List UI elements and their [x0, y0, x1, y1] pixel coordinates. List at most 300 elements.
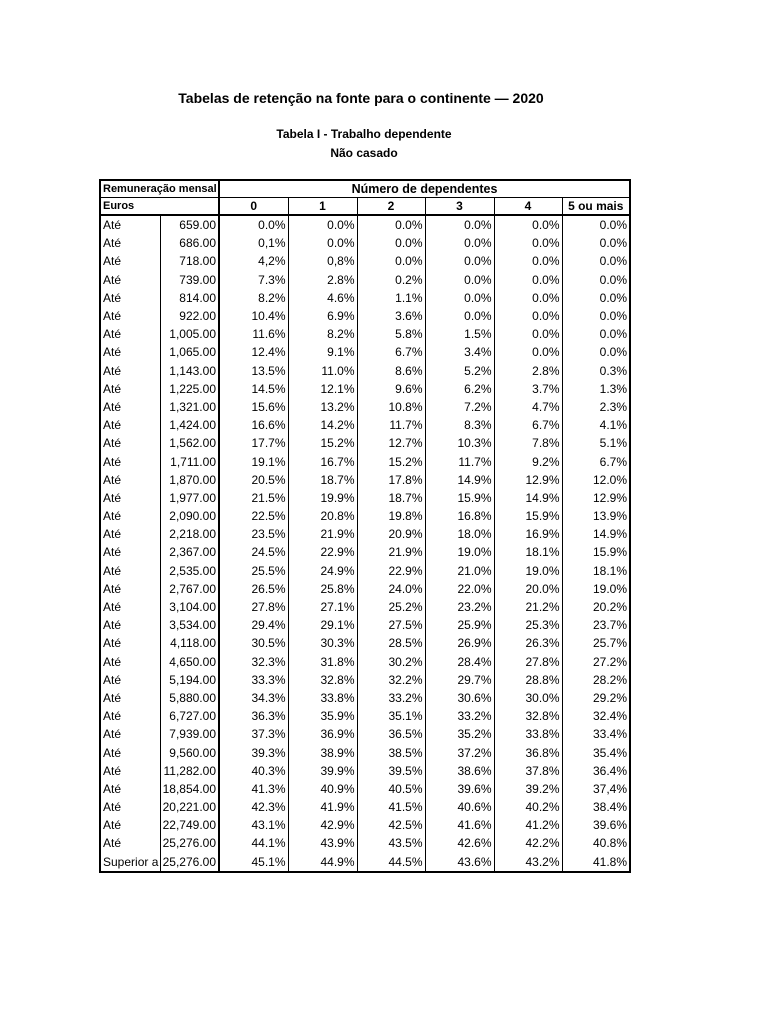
row-label: Até	[100, 416, 160, 434]
rate-cell: 32.2%	[357, 671, 425, 689]
rate-cell: 22.9%	[357, 562, 425, 580]
rate-cell: 35.9%	[288, 707, 357, 725]
table-row	[100, 780, 630, 798]
rate-cell: 23.7%	[562, 616, 630, 634]
rate-cell: 3.7%	[494, 380, 562, 398]
rate-cell: 34.3%	[219, 689, 288, 707]
rate-cell: 43.6%	[425, 853, 494, 872]
table-row	[100, 325, 630, 343]
table-row	[100, 671, 630, 689]
row-amount: 814.00	[160, 289, 219, 307]
rate-cell: 12.9%	[562, 489, 630, 507]
rate-cell: 40.6%	[425, 798, 494, 816]
table-subtitle: Não casado	[330, 146, 398, 160]
rate-cell: 21.9%	[288, 525, 357, 543]
rate-cell: 7.2%	[425, 398, 494, 416]
rate-cell: 0.0%	[425, 234, 494, 252]
rate-cell: 0.0%	[562, 307, 630, 325]
table-row	[100, 834, 630, 852]
table-row	[100, 762, 630, 780]
row-amount: 1,143.00	[160, 362, 219, 380]
rate-cell: 24.5%	[219, 543, 288, 561]
rate-cell: 39.6%	[425, 780, 494, 798]
rate-cell: 15.2%	[288, 434, 357, 452]
row-label: Até	[100, 380, 160, 398]
rate-cell: 32.8%	[494, 707, 562, 725]
table-header	[100, 180, 630, 215]
rate-cell: 9.2%	[494, 452, 562, 470]
rate-cell: 4,2%	[219, 252, 288, 270]
row-label: Até	[100, 743, 160, 761]
rate-cell: 25.2%	[357, 598, 425, 616]
rate-cell: 44.1%	[219, 834, 288, 852]
rate-cell: 6.7%	[494, 416, 562, 434]
row-amount: 1,424.00	[160, 416, 219, 434]
row-amount: 4,650.00	[160, 653, 219, 671]
rate-cell: 38.5%	[357, 743, 425, 761]
rate-cell: 20.2%	[562, 598, 630, 616]
table-row	[100, 616, 630, 634]
rate-cell: 8.2%	[288, 325, 357, 343]
rate-cell: 25.9%	[425, 616, 494, 634]
rate-cell: 25.3%	[494, 616, 562, 634]
rate-cell: 0.0%	[494, 234, 562, 252]
rate-cell: 30.0%	[494, 689, 562, 707]
rate-cell: 6.2%	[425, 380, 494, 398]
row-amount: 9,560.00	[160, 743, 219, 761]
row-label: Até	[100, 398, 160, 416]
rate-cell: 0.0%	[494, 307, 562, 325]
rate-cell: 9.1%	[288, 343, 357, 361]
rate-cell: 1.5%	[425, 325, 494, 343]
rate-cell: 7.3%	[219, 271, 288, 289]
table-row	[100, 289, 630, 307]
row-amount: 2,218.00	[160, 525, 219, 543]
rate-cell: 0.0%	[562, 289, 630, 307]
row-amount: 3,534.00	[160, 616, 219, 634]
rate-cell: 39.9%	[288, 762, 357, 780]
rate-cell: 39.6%	[562, 816, 630, 834]
rate-cell: 0.0%	[219, 215, 288, 234]
header-col-0: 0	[219, 198, 288, 216]
rate-cell: 22.9%	[288, 543, 357, 561]
rate-cell: 4.7%	[494, 398, 562, 416]
row-label: Até	[100, 362, 160, 380]
header-col-3: 3	[425, 198, 494, 216]
table-row	[100, 743, 630, 761]
rate-cell: 0.0%	[425, 215, 494, 234]
table-row	[100, 471, 630, 489]
rate-cell: 14.9%	[562, 525, 630, 543]
row-amount: 2,090.00	[160, 507, 219, 525]
rate-cell: 2.8%	[288, 271, 357, 289]
rate-cell: 0.0%	[425, 307, 494, 325]
table-row	[100, 434, 630, 452]
rate-cell: 0.0%	[562, 271, 630, 289]
table-row	[100, 507, 630, 525]
table-row	[100, 707, 630, 725]
row-amount: 5,194.00	[160, 671, 219, 689]
rate-cell: 4.1%	[562, 416, 630, 434]
rate-cell: 25.8%	[288, 580, 357, 598]
rate-cell: 16.6%	[219, 416, 288, 434]
row-label: Até	[100, 689, 160, 707]
rate-cell: 32.4%	[562, 707, 630, 725]
rate-cell: 38.6%	[425, 762, 494, 780]
rate-cell: 42.5%	[357, 816, 425, 834]
header-col-2: 2	[357, 198, 425, 216]
rate-cell: 22.0%	[425, 580, 494, 598]
row-amount: 1,870.00	[160, 471, 219, 489]
rate-cell: 42.3%	[219, 798, 288, 816]
rate-cell: 19.0%	[562, 580, 630, 598]
rate-cell: 30.5%	[219, 634, 288, 652]
rate-cell: 22.5%	[219, 507, 288, 525]
rate-cell: 33.3%	[219, 671, 288, 689]
rate-cell: 0.0%	[357, 234, 425, 252]
rate-cell: 25.7%	[562, 634, 630, 652]
rate-cell: 0.3%	[562, 362, 630, 380]
rate-cell: 21.9%	[357, 543, 425, 561]
row-amount: 1,711.00	[160, 452, 219, 470]
rate-cell: 36.5%	[357, 725, 425, 743]
rate-cell: 17.8%	[357, 471, 425, 489]
row-label: Até	[100, 725, 160, 743]
rate-cell: 0.0%	[562, 252, 630, 270]
rate-cell: 41.9%	[288, 798, 357, 816]
rate-cell: 3.6%	[357, 307, 425, 325]
rate-cell: 43.5%	[357, 834, 425, 852]
rate-cell: 43.1%	[219, 816, 288, 834]
rate-cell: 8.3%	[425, 416, 494, 434]
row-amount: 1,225.00	[160, 380, 219, 398]
rate-cell: 9.6%	[357, 380, 425, 398]
rate-cell: 17.7%	[219, 434, 288, 452]
rate-cell: 29.1%	[288, 616, 357, 634]
rate-cell: 35.1%	[357, 707, 425, 725]
row-label: Até	[100, 616, 160, 634]
rate-cell: 0.0%	[494, 252, 562, 270]
row-label: Até	[100, 507, 160, 525]
row-label: Até	[100, 289, 160, 307]
rate-cell: 39.5%	[357, 762, 425, 780]
rate-cell: 18.7%	[357, 489, 425, 507]
rate-cell: 28.8%	[494, 671, 562, 689]
table-row	[100, 398, 630, 416]
rate-cell: 0.0%	[562, 234, 630, 252]
row-label: Até	[100, 580, 160, 598]
rate-cell: 1.1%	[357, 289, 425, 307]
rate-cell: 38.9%	[288, 743, 357, 761]
row-amount: 3,104.00	[160, 598, 219, 616]
rate-cell: 0.0%	[288, 215, 357, 234]
rate-cell: 0,1%	[219, 234, 288, 252]
rate-cell: 0.0%	[288, 234, 357, 252]
row-amount: 739.00	[160, 271, 219, 289]
rate-cell: 42.6%	[425, 834, 494, 852]
rate-cell: 27.2%	[562, 653, 630, 671]
row-amount: 6,727.00	[160, 707, 219, 725]
row-amount: 4,118.00	[160, 634, 219, 652]
rate-cell: 27.8%	[219, 598, 288, 616]
row-amount: 2,367.00	[160, 543, 219, 561]
rate-cell: 14.2%	[288, 416, 357, 434]
rate-cell: 16.7%	[288, 452, 357, 470]
table-row	[100, 798, 630, 816]
rate-cell: 5.8%	[357, 325, 425, 343]
rate-cell: 12.9%	[494, 471, 562, 489]
rate-cell: 11.6%	[219, 325, 288, 343]
row-label: Superior a	[100, 853, 160, 872]
rate-cell: 0.0%	[562, 325, 630, 343]
row-label: Até	[100, 452, 160, 470]
rate-cell: 5.1%	[562, 434, 630, 452]
rate-cell: 31.8%	[288, 653, 357, 671]
rate-cell: 0.0%	[494, 343, 562, 361]
rate-cell: 40.5%	[357, 780, 425, 798]
rate-cell: 19.1%	[219, 452, 288, 470]
table-row	[100, 725, 630, 743]
rate-cell: 7.8%	[494, 434, 562, 452]
table-title: Tabela I - Trabalho dependente	[276, 127, 452, 141]
rate-cell: 37.8%	[494, 762, 562, 780]
rate-cell: 15.9%	[494, 507, 562, 525]
rate-cell: 15.9%	[562, 543, 630, 561]
table-row	[100, 634, 630, 652]
rate-cell: 8.2%	[219, 289, 288, 307]
table-row	[100, 653, 630, 671]
rate-cell: 19.9%	[288, 489, 357, 507]
row-label: Até	[100, 762, 160, 780]
rate-cell: 18.0%	[425, 525, 494, 543]
table-row	[100, 362, 630, 380]
header-dependentes: Número de dependentes	[219, 180, 630, 198]
rate-cell: 0.0%	[425, 252, 494, 270]
table-row	[100, 562, 630, 580]
rate-cell: 44.9%	[288, 853, 357, 872]
rate-cell: 27.5%	[357, 616, 425, 634]
row-label: Até	[100, 307, 160, 325]
header-euros: Euros	[100, 198, 219, 216]
rate-cell: 37.3%	[219, 725, 288, 743]
rate-cell: 41.5%	[357, 798, 425, 816]
rate-cell: 33.8%	[288, 689, 357, 707]
rate-cell: 6.7%	[357, 343, 425, 361]
rate-cell: 0.0%	[562, 215, 630, 234]
rate-cell: 0.0%	[494, 289, 562, 307]
rate-cell: 26.5%	[219, 580, 288, 598]
rate-cell: 0.0%	[494, 215, 562, 234]
row-label: Até	[100, 543, 160, 561]
rate-cell: 16.9%	[494, 525, 562, 543]
row-amount: 11,282.00	[160, 762, 219, 780]
rate-cell: 12.7%	[357, 434, 425, 452]
rate-cell: 28.5%	[357, 634, 425, 652]
row-label: Até	[100, 215, 160, 234]
rate-cell: 19.8%	[357, 507, 425, 525]
rate-cell: 18.7%	[288, 471, 357, 489]
table-row	[100, 234, 630, 252]
rate-cell: 33.2%	[425, 707, 494, 725]
row-amount: 5,880.00	[160, 689, 219, 707]
rate-cell: 26.3%	[494, 634, 562, 652]
rate-cell: 40.3%	[219, 762, 288, 780]
row-label: Até	[100, 234, 160, 252]
row-label: Até	[100, 671, 160, 689]
rate-cell: 45.1%	[219, 853, 288, 872]
page-title: Tabelas de retenção na fonte para o continente — 2020	[178, 90, 544, 106]
rate-cell: 38.4%	[562, 798, 630, 816]
rate-cell: 16.8%	[425, 507, 494, 525]
row-label: Até	[100, 598, 160, 616]
rate-cell: 2.3%	[562, 398, 630, 416]
rate-cell: 12.1%	[288, 380, 357, 398]
row-amount: 2,767.00	[160, 580, 219, 598]
header-col-5: 5 ou mais	[562, 198, 630, 216]
rate-cell: 11.0%	[288, 362, 357, 380]
rate-cell: 14.9%	[425, 471, 494, 489]
rate-cell: 30.6%	[425, 689, 494, 707]
rate-cell: 43.9%	[288, 834, 357, 852]
rate-cell: 26.9%	[425, 634, 494, 652]
rate-cell: 29.4%	[219, 616, 288, 634]
rate-cell: 18.1%	[562, 562, 630, 580]
rate-cell: 41.3%	[219, 780, 288, 798]
row-amount: 1,321.00	[160, 398, 219, 416]
rate-cell: 5.2%	[425, 362, 494, 380]
row-label: Até	[100, 780, 160, 798]
rate-cell: 2.8%	[494, 362, 562, 380]
table-row	[100, 816, 630, 834]
header-remuneracao: Remuneração mensal	[100, 180, 219, 198]
table-row	[100, 307, 630, 325]
rate-cell: 24.9%	[288, 562, 357, 580]
row-amount: 659.00	[160, 215, 219, 234]
row-label: Até	[100, 252, 160, 270]
header-col-4: 4	[494, 198, 562, 216]
rate-cell: 28.2%	[562, 671, 630, 689]
rate-cell: 41.2%	[494, 816, 562, 834]
row-label: Até	[100, 816, 160, 834]
rate-cell: 11.7%	[357, 416, 425, 434]
rate-cell: 25.5%	[219, 562, 288, 580]
rate-cell: 21.0%	[425, 562, 494, 580]
table-row	[100, 452, 630, 470]
rate-cell: 6.9%	[288, 307, 357, 325]
row-label: Até	[100, 562, 160, 580]
table-row	[100, 271, 630, 289]
rate-cell: 24.0%	[357, 580, 425, 598]
rate-cell: 36.9%	[288, 725, 357, 743]
rate-cell: 37,4%	[562, 780, 630, 798]
table-row	[100, 343, 630, 361]
rate-cell: 0.0%	[494, 325, 562, 343]
rate-cell: 19.0%	[494, 562, 562, 580]
rate-cell: 32.3%	[219, 653, 288, 671]
rate-cell: 35.2%	[425, 725, 494, 743]
rate-cell: 43.2%	[494, 853, 562, 872]
rate-cell: 4.6%	[288, 289, 357, 307]
rate-cell: 0,8%	[288, 252, 357, 270]
rate-cell: 36.3%	[219, 707, 288, 725]
rate-cell: 37.2%	[425, 743, 494, 761]
rate-cell: 21.5%	[219, 489, 288, 507]
rate-cell: 33.4%	[562, 725, 630, 743]
rate-cell: 13.2%	[288, 398, 357, 416]
row-amount: 1,065.00	[160, 343, 219, 361]
rate-cell: 14.9%	[494, 489, 562, 507]
rate-cell: 0.0%	[425, 271, 494, 289]
rate-cell: 0.0%	[562, 343, 630, 361]
rate-cell: 18.1%	[494, 543, 562, 561]
table-row	[100, 416, 630, 434]
rate-cell: 39.2%	[494, 780, 562, 798]
rate-cell: 42.9%	[288, 816, 357, 834]
rate-cell: 35.4%	[562, 743, 630, 761]
rate-cell: 0.0%	[357, 215, 425, 234]
table-row	[100, 252, 630, 270]
table-row	[100, 380, 630, 398]
row-label: Até	[100, 634, 160, 652]
row-amount: 718.00	[160, 252, 219, 270]
rate-cell: 13.9%	[562, 507, 630, 525]
table-row	[100, 215, 630, 234]
rate-cell: 40.2%	[494, 798, 562, 816]
row-amount: 25,276.00	[160, 853, 219, 872]
rate-cell: 30.3%	[288, 634, 357, 652]
table-row	[100, 543, 630, 561]
row-amount: 18,854.00	[160, 780, 219, 798]
rate-cell: 39.3%	[219, 743, 288, 761]
row-amount: 20,221.00	[160, 798, 219, 816]
rate-cell: 0.2%	[357, 271, 425, 289]
rate-cell: 23.2%	[425, 598, 494, 616]
rate-cell: 20.5%	[219, 471, 288, 489]
row-label: Até	[100, 343, 160, 361]
rate-cell: 12.0%	[562, 471, 630, 489]
row-label: Até	[100, 653, 160, 671]
row-label: Até	[100, 525, 160, 543]
rate-cell: 28.4%	[425, 653, 494, 671]
row-amount: 7,939.00	[160, 725, 219, 743]
row-amount: 922.00	[160, 307, 219, 325]
row-label: Até	[100, 834, 160, 852]
rate-cell: 0.0%	[357, 252, 425, 270]
table-row	[100, 489, 630, 507]
row-label: Até	[100, 707, 160, 725]
rate-cell: 20.9%	[357, 525, 425, 543]
table-row	[100, 580, 630, 598]
row-label: Até	[100, 325, 160, 343]
row-amount: 25,276.00	[160, 834, 219, 852]
table-row	[100, 598, 630, 616]
rate-cell: 40.9%	[288, 780, 357, 798]
row-amount: 2,535.00	[160, 562, 219, 580]
rate-cell: 41.6%	[425, 816, 494, 834]
rate-cell: 23.5%	[219, 525, 288, 543]
rate-cell: 33.8%	[494, 725, 562, 743]
rate-cell: 20.8%	[288, 507, 357, 525]
rate-cell: 40.8%	[562, 834, 630, 852]
rate-cell: 0.0%	[494, 271, 562, 289]
rate-cell: 30.2%	[357, 653, 425, 671]
rate-cell: 15.9%	[425, 489, 494, 507]
rate-cell: 8.6%	[357, 362, 425, 380]
row-label: Até	[100, 798, 160, 816]
withholding-table	[99, 179, 631, 873]
row-amount: 1,977.00	[160, 489, 219, 507]
row-label: Até	[100, 271, 160, 289]
